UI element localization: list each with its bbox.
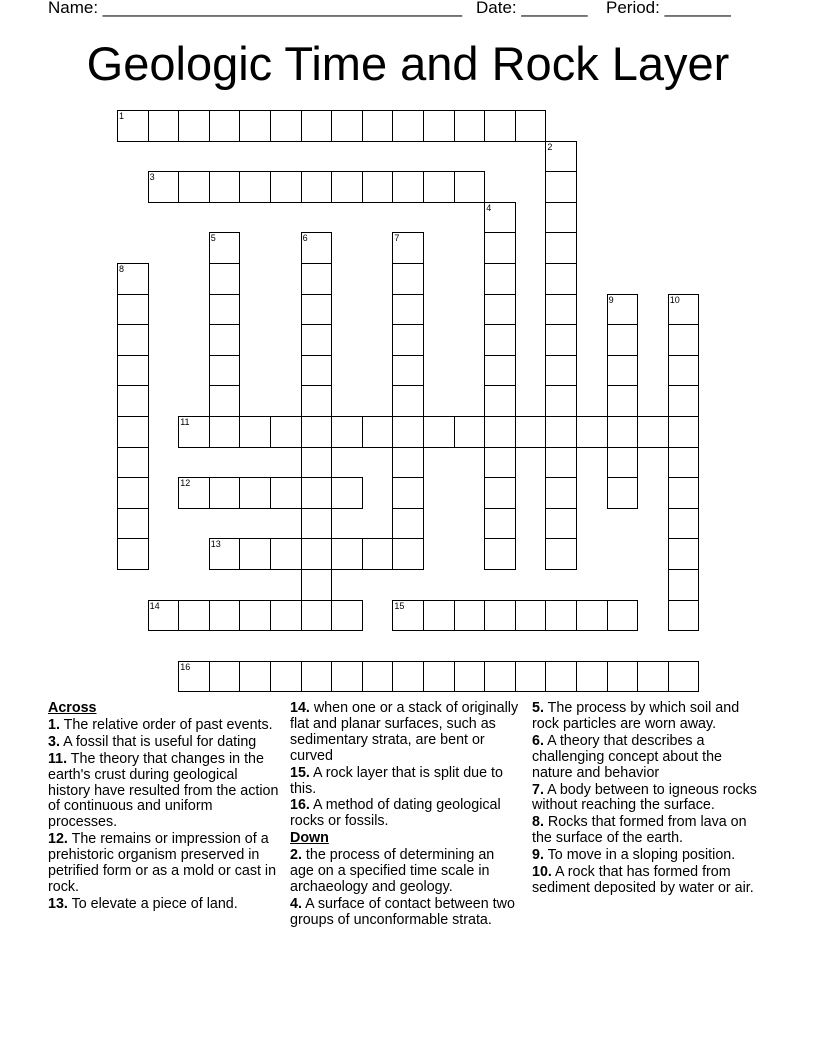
grid-cell[interactable] xyxy=(576,661,608,693)
grid-cell[interactable] xyxy=(545,508,577,540)
grid-cell[interactable] xyxy=(270,416,302,448)
grid-cell[interactable] xyxy=(178,661,210,693)
grid-cell[interactable] xyxy=(392,355,424,387)
grid-cell[interactable] xyxy=(178,477,210,509)
clue-heading: Across xyxy=(48,700,97,716)
grid-cell[interactable] xyxy=(239,538,271,570)
grid-cell[interactable] xyxy=(545,202,577,234)
grid-cell[interactable] xyxy=(331,416,363,448)
cell-number: 10 xyxy=(669,294,680,305)
cell-number: 1 xyxy=(119,111,125,121)
grid-cell[interactable] xyxy=(607,661,639,693)
clue-number: 1. xyxy=(48,716,60,733)
grid-cell[interactable] xyxy=(668,355,700,387)
clue-item xyxy=(532,865,764,897)
grid-cell[interactable] xyxy=(117,508,149,540)
grid-cell[interactable] xyxy=(270,661,302,693)
clues-column-1 xyxy=(48,701,280,914)
clue-text: Rocks that formed from lava on the surface of the earth. xyxy=(532,814,747,847)
grid-cell[interactable] xyxy=(607,477,639,509)
grid-cell[interactable] xyxy=(392,538,424,570)
grid-cell[interactable] xyxy=(239,661,271,693)
grid-cell[interactable] xyxy=(178,600,210,632)
grid-cell[interactable] xyxy=(423,661,455,693)
grid-cell[interactable] xyxy=(270,171,302,203)
clue-number: 11. xyxy=(48,750,68,767)
grid-cell[interactable] xyxy=(209,324,241,356)
grid-cell[interactable] xyxy=(178,110,210,142)
grid-cell[interactable] xyxy=(607,355,639,387)
grid-cell[interactable] xyxy=(545,447,577,479)
grid-cell[interactable] xyxy=(545,324,577,356)
clue-text: A fossil that is useful for dating xyxy=(59,733,257,750)
grid-cell[interactable] xyxy=(239,477,271,509)
grid-cell[interactable] xyxy=(301,661,333,693)
grid-cell[interactable] xyxy=(392,294,424,326)
grid-cell[interactable] xyxy=(515,600,547,632)
grid-cell[interactable] xyxy=(607,385,639,417)
clue-number: 10. xyxy=(532,864,552,881)
grid-cell[interactable] xyxy=(576,416,608,448)
name-field[interactable]: Name: ______________________________________ xyxy=(48,0,463,17)
grid-cell[interactable] xyxy=(301,447,333,479)
grid-cell[interactable] xyxy=(178,416,210,448)
grid-cell[interactable] xyxy=(515,661,547,693)
grid-cell[interactable] xyxy=(484,416,516,448)
grid-cell[interactable] xyxy=(148,171,180,203)
grid-cell[interactable] xyxy=(392,324,424,356)
clue-number: 14. xyxy=(290,700,310,716)
clue-item xyxy=(290,766,522,798)
clue-number: 15. xyxy=(290,764,310,781)
grid-cell[interactable] xyxy=(484,202,516,234)
grid-cell[interactable] xyxy=(117,416,149,448)
cell-number: 14 xyxy=(149,600,160,611)
grid-cell[interactable] xyxy=(454,600,486,632)
clue-text: The remains or impression of a prehistoric organism preserved in petrified form or as a mold or cast in rock. xyxy=(48,831,277,895)
clues-column-2 xyxy=(290,701,522,930)
grid-cell[interactable] xyxy=(301,294,333,326)
clue-text: The relative order of past events. xyxy=(59,716,273,733)
grid-cell[interactable] xyxy=(301,569,333,601)
grid-cell[interactable] xyxy=(148,110,180,142)
clue-item xyxy=(48,897,280,913)
grid-cell[interactable] xyxy=(209,600,241,632)
grid-cell[interactable] xyxy=(209,355,241,387)
clue-item xyxy=(532,701,764,733)
cell-number: 9 xyxy=(608,294,614,305)
grid-cell[interactable] xyxy=(545,171,577,203)
grid-cell[interactable] xyxy=(484,385,516,417)
grid-cell[interactable] xyxy=(362,661,394,693)
grid-cell[interactable] xyxy=(331,477,363,509)
grid-cell[interactable] xyxy=(454,171,486,203)
cell-number: 5 xyxy=(210,233,216,244)
grid-cell[interactable] xyxy=(423,416,455,448)
grid-cell[interactable] xyxy=(239,110,271,142)
grid-cell[interactable] xyxy=(301,110,333,142)
clue-text: To elevate a piece of land. xyxy=(67,895,238,912)
clue-text: A method of dating geological rocks or fossils. xyxy=(290,797,501,830)
cell-number: 2 xyxy=(547,141,553,152)
grid-cell[interactable] xyxy=(484,477,516,509)
grid-cell[interactable] xyxy=(270,477,302,509)
grid-cell[interactable] xyxy=(301,600,333,632)
grid-cell[interactable] xyxy=(392,263,424,295)
clue-text: A rock layer that is split due to this. xyxy=(290,764,503,797)
clues-column-3 xyxy=(532,701,764,898)
cell-number: 16 xyxy=(180,661,191,672)
clue-text: the process of determining an age on a specified time scale in archaeology and geology. xyxy=(290,847,495,895)
grid-cell[interactable] xyxy=(515,110,547,142)
clue-item xyxy=(48,832,280,896)
grid-cell[interactable] xyxy=(301,416,333,448)
grid-cell[interactable] xyxy=(392,661,424,693)
clue-item xyxy=(290,798,522,830)
cell-number: 13 xyxy=(210,539,221,550)
grid-cell[interactable] xyxy=(545,385,577,417)
grid-cell[interactable] xyxy=(392,447,424,479)
grid-cell[interactable] xyxy=(362,538,394,570)
grid-cell[interactable] xyxy=(607,294,639,326)
grid-cell[interactable] xyxy=(331,600,363,632)
grid-cell[interactable] xyxy=(331,110,363,142)
grid-cell[interactable] xyxy=(117,294,149,326)
grid-cell[interactable] xyxy=(545,294,577,326)
grid-cell[interactable] xyxy=(392,232,424,264)
date-field[interactable]: Date: _______ xyxy=(476,0,588,17)
grid-cell[interactable] xyxy=(668,294,700,326)
grid-cell[interactable] xyxy=(209,110,241,142)
grid-cell[interactable] xyxy=(301,171,333,203)
grid-cell[interactable] xyxy=(484,447,516,479)
grid-cell[interactable] xyxy=(545,263,577,295)
grid-cell[interactable] xyxy=(545,538,577,570)
clue-item xyxy=(290,848,522,896)
clue-item xyxy=(48,735,280,751)
clue-number: 9. xyxy=(532,847,544,864)
clue-number: 7. xyxy=(532,781,544,798)
clue-number: 2. xyxy=(290,847,302,864)
clue-item xyxy=(290,897,522,929)
grid-cell[interactable] xyxy=(545,416,577,448)
grid-cell[interactable] xyxy=(392,477,424,509)
grid-cell[interactable] xyxy=(209,232,241,264)
grid-cell[interactable] xyxy=(117,355,149,387)
grid-cell[interactable] xyxy=(392,110,424,142)
grid-cell[interactable] xyxy=(362,416,394,448)
cell-number: 6 xyxy=(302,233,308,244)
grid-cell[interactable] xyxy=(545,477,577,509)
clue-text: The theory that changes in the earth's crust during geological history have resulted from the action of continuous and uniform processes. xyxy=(48,750,279,831)
clue-item xyxy=(532,783,764,815)
cell-number: 8 xyxy=(119,264,125,274)
grid-cell[interactable] xyxy=(209,661,241,693)
grid-cell[interactable] xyxy=(301,232,333,264)
grid-cell[interactable] xyxy=(270,110,302,142)
cell-number: 12 xyxy=(180,478,191,489)
clue-item xyxy=(48,752,280,832)
grid-cell[interactable] xyxy=(331,171,363,203)
grid-cell[interactable] xyxy=(178,171,210,203)
grid-cell[interactable] xyxy=(515,416,547,448)
grid-cell[interactable] xyxy=(607,447,639,479)
grid-cell[interactable] xyxy=(117,110,149,142)
clue-number: 4. xyxy=(290,895,302,912)
grid-cell[interactable] xyxy=(668,416,700,448)
grid-cell[interactable] xyxy=(392,171,424,203)
grid-cell[interactable] xyxy=(484,294,516,326)
clue-number: 8. xyxy=(532,814,544,831)
grid-cell[interactable] xyxy=(301,385,333,417)
grid-cell[interactable] xyxy=(454,416,486,448)
grid-cell[interactable] xyxy=(209,477,241,509)
grid-cell[interactable] xyxy=(423,600,455,632)
grid-cell[interactable] xyxy=(117,385,149,417)
cell-number: 7 xyxy=(394,233,400,244)
grid-cell[interactable] xyxy=(668,324,700,356)
grid-cell[interactable] xyxy=(545,232,577,264)
grid-cell[interactable] xyxy=(637,416,669,448)
grid-cell[interactable] xyxy=(484,110,516,142)
grid-cell[interactable] xyxy=(668,508,700,540)
grid-cell[interactable] xyxy=(301,263,333,295)
grid-cell[interactable] xyxy=(392,385,424,417)
grid-cell[interactable] xyxy=(484,661,516,693)
grid-cell[interactable] xyxy=(301,538,333,570)
clue-number: 6. xyxy=(532,732,544,749)
grid-cell[interactable] xyxy=(484,508,516,540)
grid-cell[interactable] xyxy=(607,324,639,356)
grid-cell[interactable] xyxy=(423,171,455,203)
grid-cell[interactable] xyxy=(484,538,516,570)
grid-cell[interactable] xyxy=(607,600,639,632)
grid-cell[interactable] xyxy=(484,324,516,356)
grid-cell[interactable] xyxy=(545,141,577,173)
clue-text: A body between to igneous rocks without reaching the surface. xyxy=(532,781,757,814)
cell-number: 11 xyxy=(180,417,190,427)
grid-cell[interactable] xyxy=(331,661,363,693)
grid-cell[interactable] xyxy=(239,171,271,203)
grid-cell[interactable] xyxy=(301,477,333,509)
grid-cell[interactable] xyxy=(637,661,669,693)
grid-cell[interactable] xyxy=(270,538,302,570)
grid-cell[interactable] xyxy=(607,416,639,448)
clue-item xyxy=(290,701,522,765)
clue-text: when one or a stack of originally flat and planar surfaces, such as sedimentary strata, are bent or curved xyxy=(290,700,519,764)
clue-text: The process by which soil and rock particles are worn away. xyxy=(532,700,740,732)
grid-cell[interactable] xyxy=(301,355,333,387)
grid-cell[interactable] xyxy=(392,508,424,540)
grid-cell[interactable] xyxy=(454,110,486,142)
grid-cell[interactable] xyxy=(209,538,241,570)
grid-cell[interactable] xyxy=(301,324,333,356)
grid-cell[interactable] xyxy=(484,232,516,264)
grid-cell[interactable] xyxy=(301,508,333,540)
clue-item xyxy=(48,718,280,734)
grid-cell[interactable] xyxy=(576,600,608,632)
grid-cell[interactable] xyxy=(117,477,149,509)
grid-cell[interactable] xyxy=(117,447,149,479)
period-field[interactable]: Period: _______ xyxy=(606,0,731,17)
grid-cell[interactable] xyxy=(484,263,516,295)
clue-text: A surface of contact between two groups of unconformable strata. xyxy=(290,895,515,928)
clue-number: 13. xyxy=(48,895,68,912)
clue-number: 5. xyxy=(532,700,544,716)
cell-number: 15 xyxy=(394,600,405,611)
grid-cell[interactable] xyxy=(668,477,700,509)
grid-cell[interactable] xyxy=(392,416,424,448)
clue-text: A rock that has formed from sediment deposited by water or air. xyxy=(532,864,754,896)
grid-cell[interactable] xyxy=(668,385,700,417)
cell-number: 4 xyxy=(486,202,492,213)
grid-cell[interactable] xyxy=(117,324,149,356)
grid-cell[interactable] xyxy=(423,110,455,142)
clue-number: 16. xyxy=(290,797,310,814)
grid-cell[interactable] xyxy=(545,600,577,632)
grid-cell[interactable] xyxy=(117,263,149,295)
grid-cell[interactable] xyxy=(545,355,577,387)
grid-cell[interactable] xyxy=(209,171,241,203)
grid-cell[interactable] xyxy=(668,600,700,632)
grid-cell[interactable] xyxy=(392,600,424,632)
cell-number: 3 xyxy=(149,172,155,183)
clue-text: To move in a sloping position. xyxy=(543,847,736,864)
grid-cell[interactable] xyxy=(209,263,241,295)
grid-cell[interactable] xyxy=(209,385,241,417)
grid-cell[interactable] xyxy=(209,294,241,326)
page-title: Geologic Time and Rock Layer xyxy=(86,37,730,90)
clue-item xyxy=(532,848,764,864)
clue-number: 12. xyxy=(48,831,68,848)
grid-cell[interactable] xyxy=(270,600,302,632)
clue-item xyxy=(532,734,764,782)
grid-cell[interactable] xyxy=(668,538,700,570)
clue-text: A theory that describes a challenging concept about the nature and behavior xyxy=(532,732,722,781)
grid-cell[interactable] xyxy=(545,661,577,693)
grid-cell[interactable] xyxy=(209,416,241,448)
grid-cell[interactable] xyxy=(668,447,700,479)
grid-cell[interactable] xyxy=(239,416,271,448)
grid-cell[interactable] xyxy=(484,600,516,632)
grid-cell[interactable] xyxy=(331,538,363,570)
grid-cell[interactable] xyxy=(148,600,180,632)
grid-cell[interactable] xyxy=(362,171,394,203)
grid-cell[interactable] xyxy=(117,538,149,570)
clue-item xyxy=(532,815,764,847)
grid-cell[interactable] xyxy=(668,661,700,693)
grid-cell[interactable] xyxy=(362,110,394,142)
grid-cell[interactable] xyxy=(668,569,700,601)
clue-heading: Down xyxy=(290,830,329,847)
grid-cell[interactable] xyxy=(454,661,486,693)
grid-cell[interactable] xyxy=(239,600,271,632)
clue-number: 3. xyxy=(48,733,60,750)
grid-cell[interactable] xyxy=(484,355,516,387)
